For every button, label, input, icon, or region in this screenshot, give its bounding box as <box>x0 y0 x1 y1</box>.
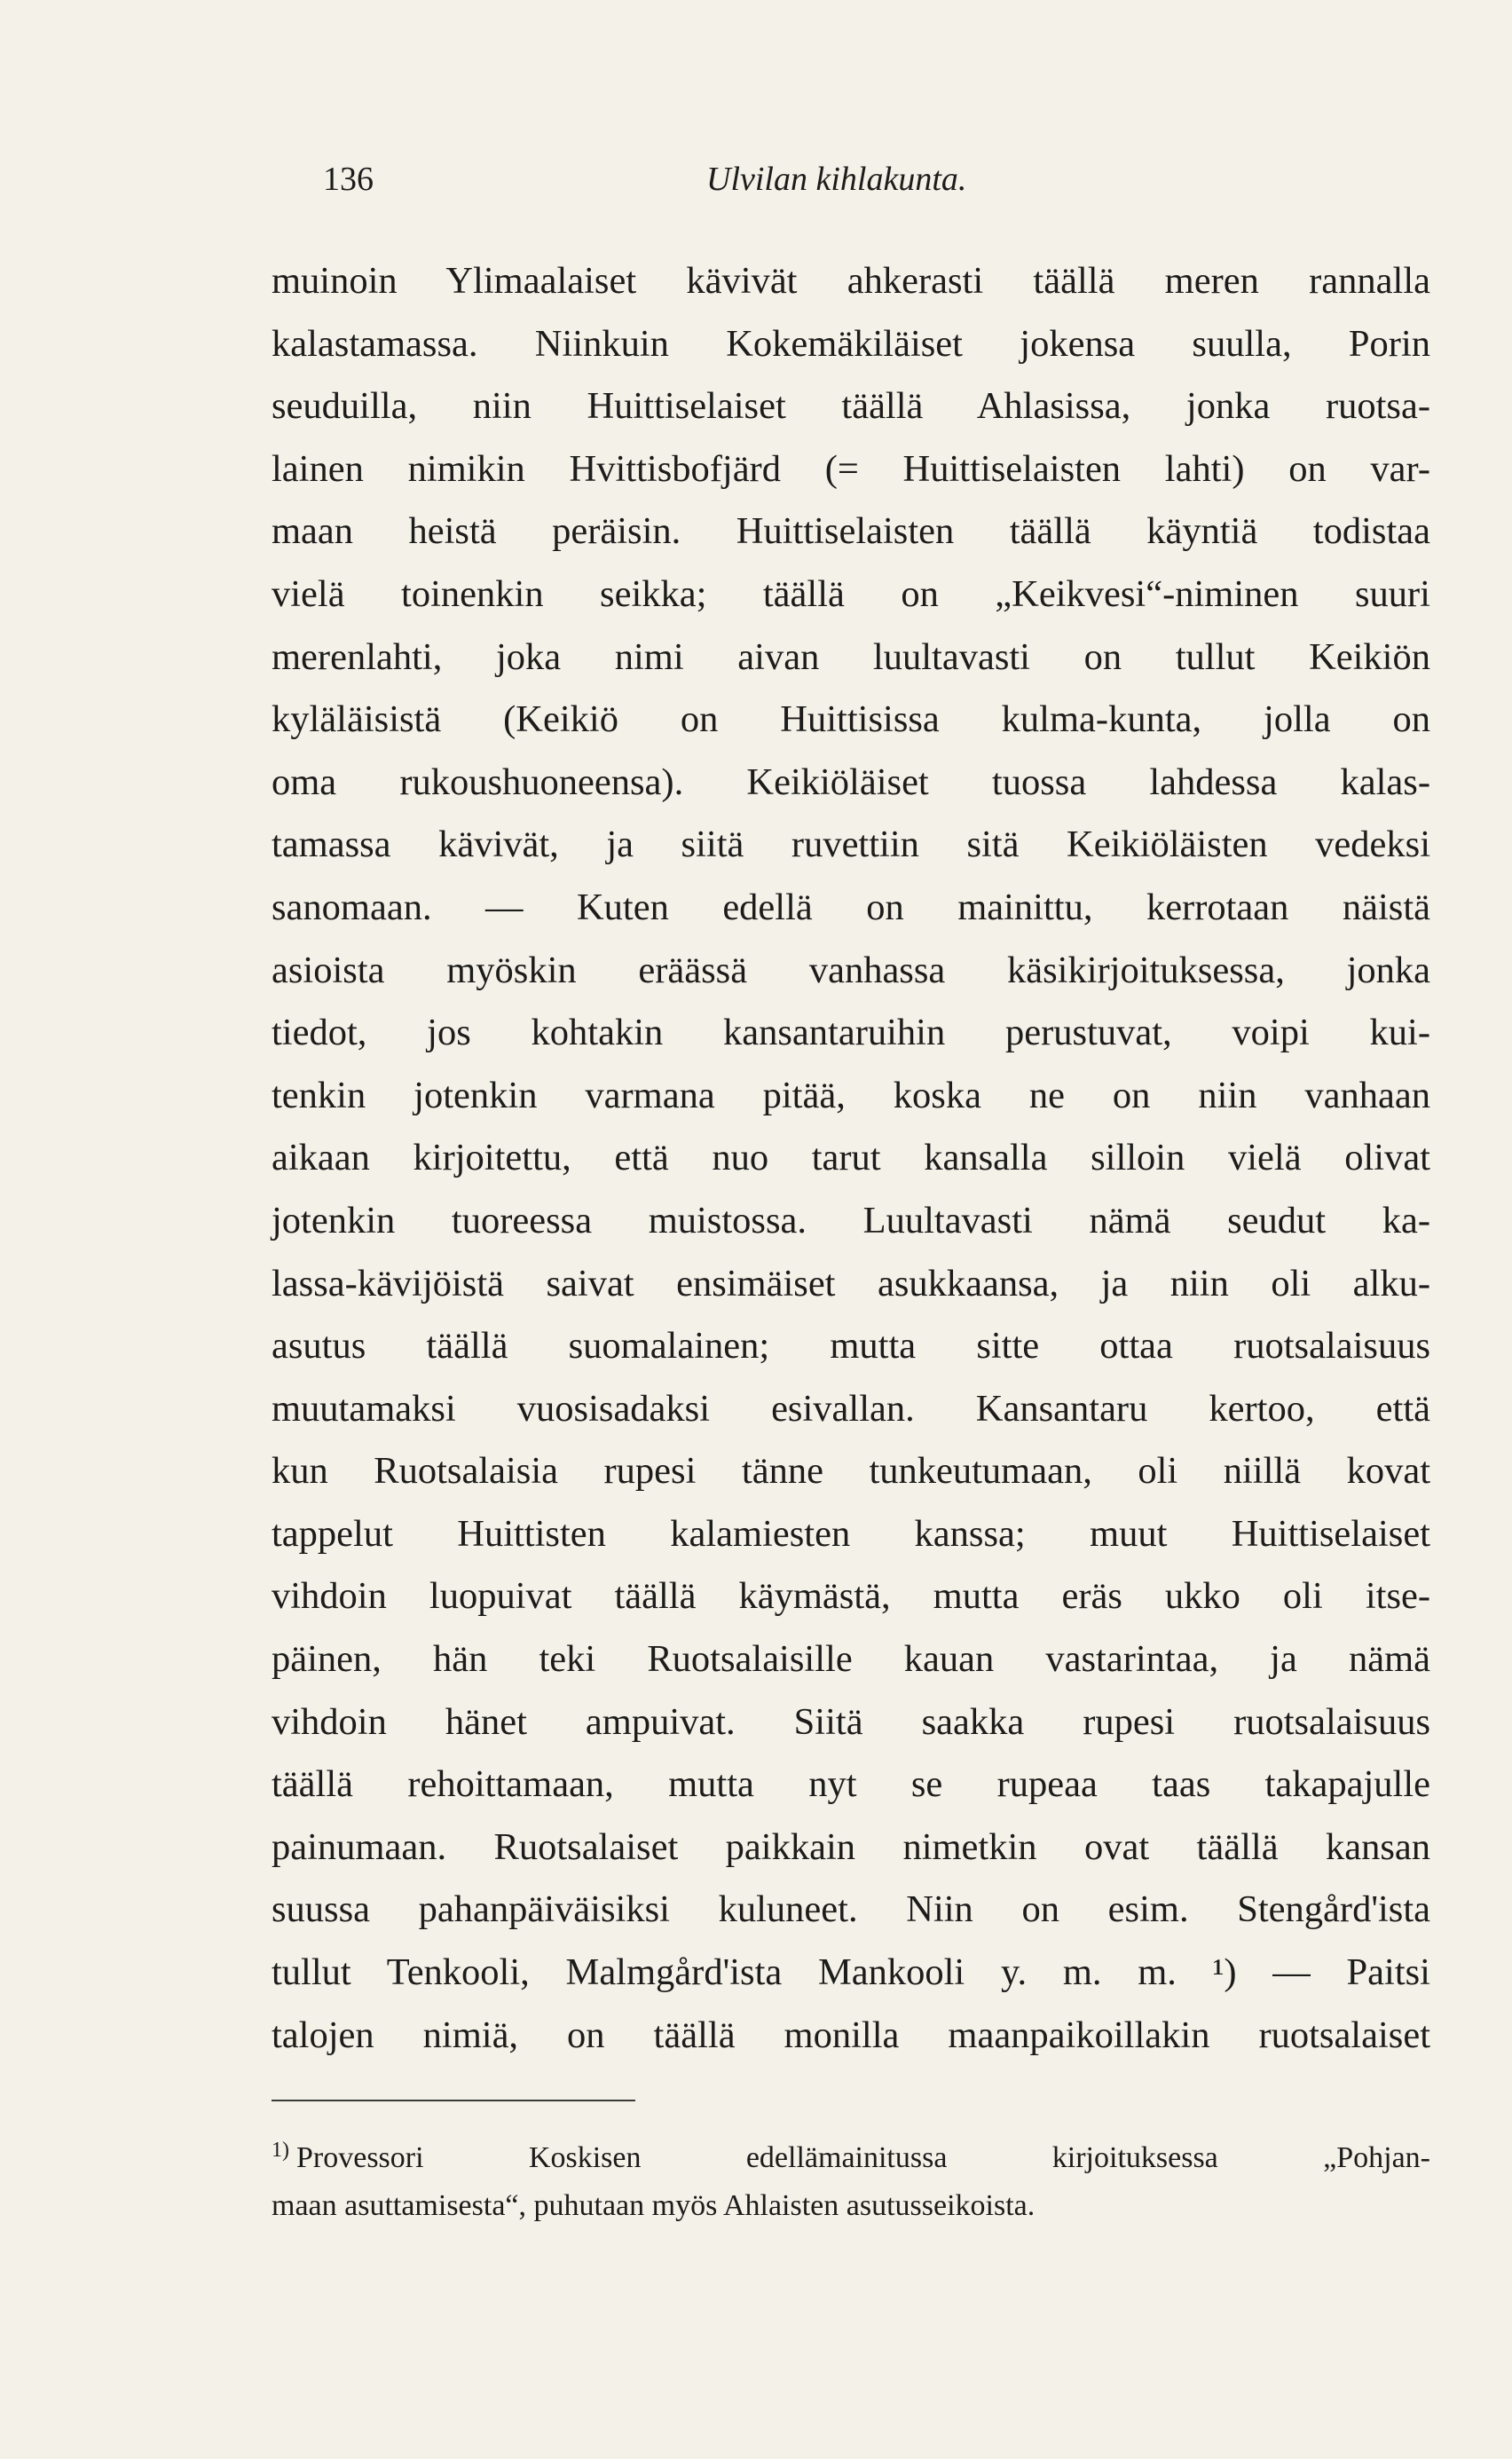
text-line: muutamaksi vuosisadaksi esivallan. Kansantaru kertoo, että <box>272 1387 1430 1430</box>
footnote-line: maan asuttamisesta“, puhutaan myös Ahlaisten asutusseikoista. <box>272 2189 1036 2222</box>
text-line: tamassa kävivät, ja siitä ruvettiin sitä Keikiöläisten vedeksi <box>272 824 1430 866</box>
text-line: talojen nimiä, on täällä monilla maanpaikoillakin ruotsalaiset <box>272 2014 1430 2056</box>
text-line: oma rukoushuoneensa). Keikiöläiset tuossa lahdessa kalas- <box>272 761 1430 803</box>
footnote-divider <box>272 2100 635 2101</box>
text-line: kun Ruotsalaisia rupesi tänne tunkeutumaan, oli niillä kovat <box>272 1450 1430 1493</box>
text-line: täällä rehoittamaan, mutta nyt se rupeaa taas takapajulle <box>272 1763 1430 1806</box>
page-number: 136 <box>323 161 374 198</box>
text-line: kalastamassa. Niinkuin Kokemäkiläiset jokensa suulla, Porin <box>272 322 1430 365</box>
text-line: painumaan. Ruotsalaiset paikkain nimetkin ovat täällä kansan <box>272 1825 1430 1868</box>
body-text <box>272 250 1430 2067</box>
text-line: jotenkin tuoreessa muistossa. Luultavasti nämä seudut ka- <box>272 1199 1430 1241</box>
text-line: muinoin Ylimaalaiset kävivät ahkerasti täällä meren rannalla <box>272 260 1430 302</box>
footnote <box>272 2134 1430 2230</box>
text-line: asioista myöskin eräässä vanhassa käsikirjoituksessa, jonka <box>272 949 1430 991</box>
running-title: Ulvilan kihlakunta. <box>706 161 967 198</box>
text-line: tenkin jotenkin varmana pitää, koska ne on niin vanhaan <box>272 1074 1430 1116</box>
text-line: päinen, hän teki Ruotsalaisille kauan vastarintaa, ja nämä <box>272 1638 1430 1681</box>
text-line: suussa pahanpäiväisiksi kuluneet. Niin on esim. Stengård'ista <box>272 1888 1430 1931</box>
text-line: vielä toinenkin seikka; täällä on „Keikvesi“-niminen suuri <box>272 572 1430 615</box>
text-line: tullut Tenkooli, Malmgård'ista Mankooli y. m. m. ¹) — Paitsi <box>272 1951 1430 1994</box>
footnote-text: Provessori Koskisen edellämainitussa kirjoituksessa „Pohjan- <box>296 2141 1430 2174</box>
text-line: vihdoin hänet ampuivat. Siitä saakka rupesi ruotsalaisuus <box>272 1700 1430 1743</box>
page-header <box>272 153 1425 206</box>
text-line: tiedot, jos kohtakin kansantaruihin perustuvat, voipi kui- <box>272 1012 1430 1054</box>
text-line: tappelut Huittisten kalamiesten kanssa; muut Huittiselaiset <box>272 1512 1430 1555</box>
text-line: sanomaan. — Kuten edellä on mainittu, kerrotaan näistä <box>272 886 1430 928</box>
text-line: aikaan kirjoitettu, että nuo tarut kansalla silloin vielä olivat <box>272 1137 1430 1179</box>
footnote-line: 1) Provessori Koskisen edellämainitussa kirjoituksessa „Pohjan- <box>272 2138 1430 2174</box>
text-line: kyläläisistä (Keikiö on Huittisissa kulma-kunta, jolla on <box>272 698 1430 741</box>
text-line: asutus täällä suomalainen; mutta sitte ottaa ruotsalaisuus <box>272 1325 1430 1367</box>
text-line: merenlahti, joka nimi aivan luultavasti on tullut Keikiön <box>272 635 1430 678</box>
text-line: seuduilla, niin Huittiselaiset täällä Ahlasissa, jonka ruotsa- <box>272 385 1430 428</box>
text-line: lassa-kävijöistä saivat ensimäiset asukkaansa, ja niin oli alku- <box>272 1262 1430 1304</box>
text-line: maan heistä peräisin. Huittiselaisten täällä käyntiä todistaa <box>272 510 1430 553</box>
text-line: vihdoin luopuivat täällä käymästä, mutta eräs ukko oli itse- <box>272 1575 1430 1618</box>
text-line: lainen nimikin Hvittisbofjärd (= Huittiselaisten lahti) on var- <box>272 447 1430 490</box>
